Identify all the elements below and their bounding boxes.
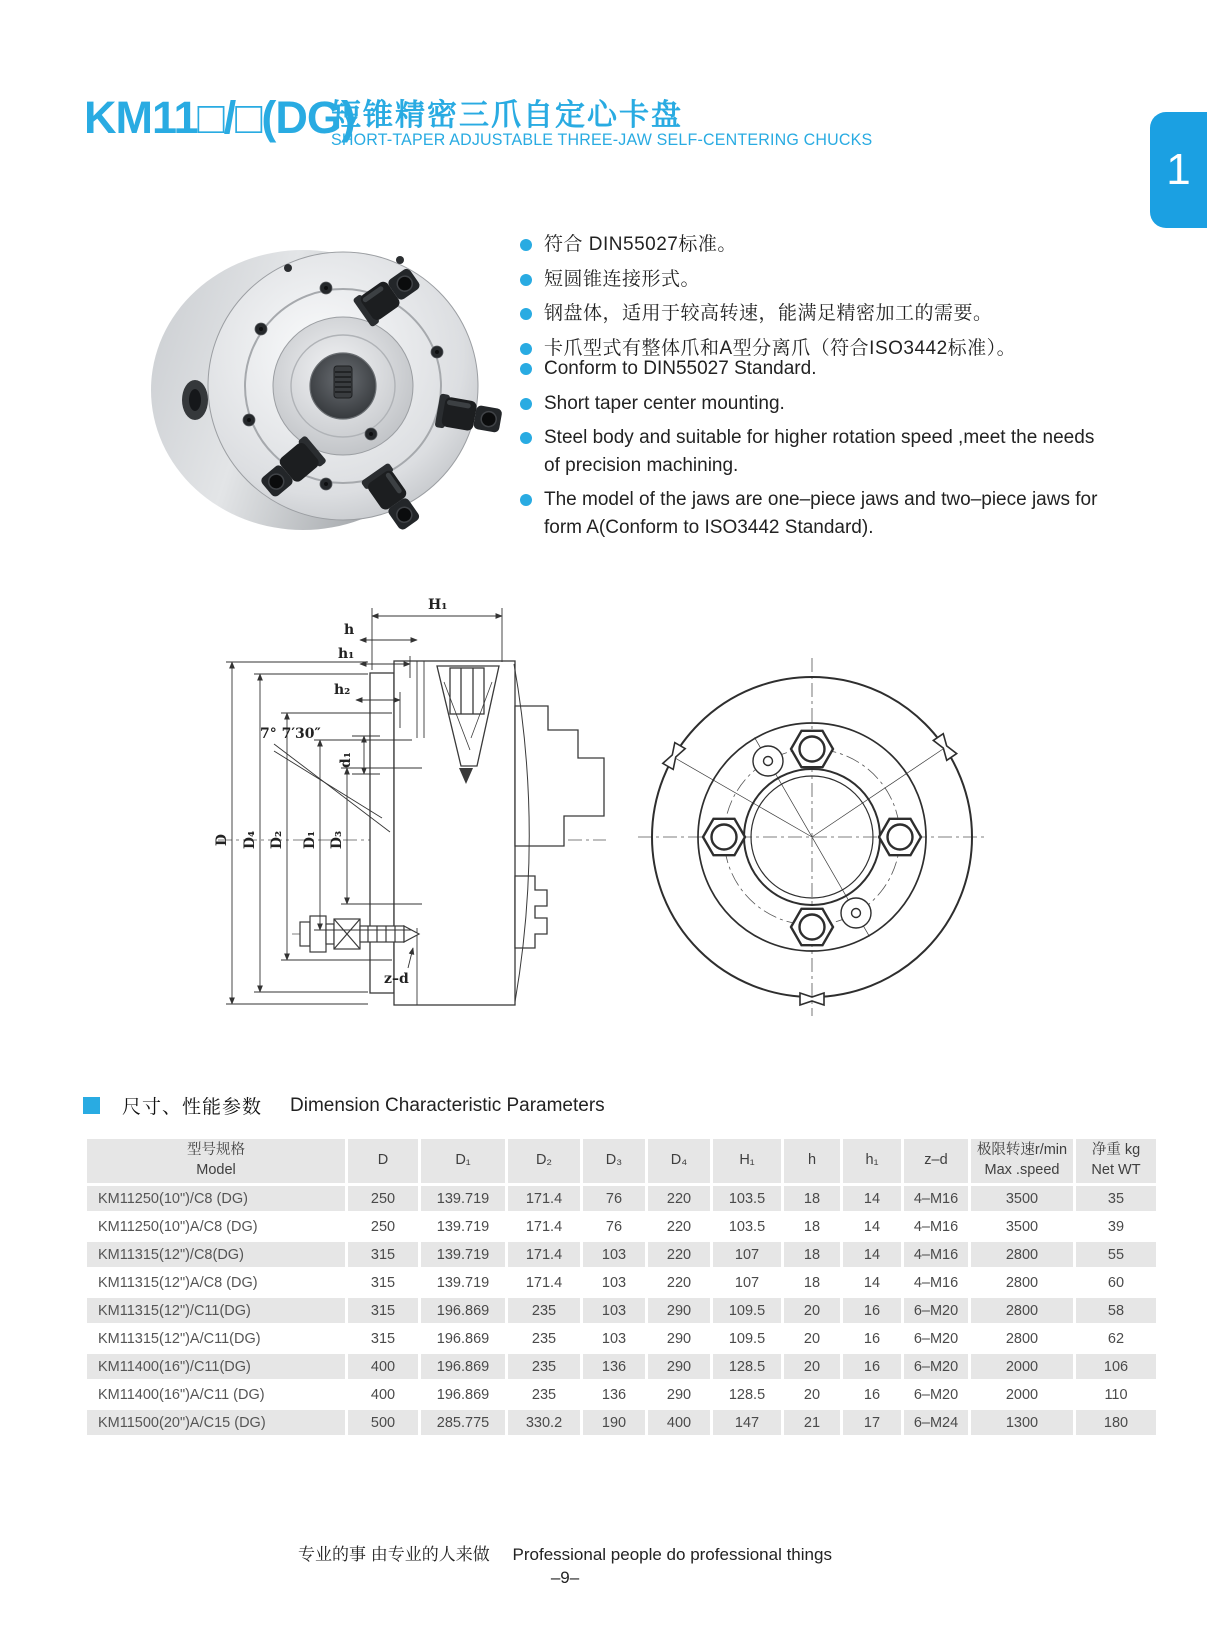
dim-label-H1: H₁ (428, 597, 448, 613)
table-cell: 103.5 (713, 1186, 781, 1211)
table-cell: 20 (784, 1326, 840, 1351)
col-header-weight (1076, 1139, 1156, 1183)
table-cell: 1300 (971, 1410, 1073, 1435)
chapter-number: 1 (1166, 145, 1191, 194)
footer-slogan-cn: 专业的事 由专业的人来做 (298, 1545, 490, 1564)
table-cell: 6–M20 (904, 1326, 968, 1351)
dimension-parameters-table (84, 1136, 1159, 1438)
model-cell: KM11250(10")A/C8 (DG) (87, 1214, 345, 1239)
table-cell: 35 (1076, 1186, 1156, 1211)
table-cell: 171.4 (508, 1214, 580, 1239)
table-cell: 250 (348, 1214, 418, 1239)
table-cell: 235 (508, 1298, 580, 1323)
table-cell: 2000 (971, 1382, 1073, 1407)
table-cell: 16 (843, 1326, 901, 1351)
table-cell: 3500 (971, 1214, 1073, 1239)
col-header-h: h (784, 1139, 840, 1183)
table-cell: 250 (348, 1186, 418, 1211)
table-cell: 107 (713, 1270, 781, 1295)
table-cell: 315 (348, 1270, 418, 1295)
table-cell: 196.869 (421, 1382, 505, 1407)
model-cell: KM11400(16")A/C11 (DG) (87, 1382, 345, 1407)
table-cell: 171.4 (508, 1186, 580, 1211)
dim-label-D3: D₃ (329, 830, 345, 850)
section-view-drawing (212, 578, 612, 1008)
table-cell: 14 (843, 1186, 901, 1211)
table-cell: 109.5 (713, 1326, 781, 1351)
table-cell: 60 (1076, 1270, 1156, 1295)
product-photo-chuck (138, 238, 510, 540)
col-header-H1: H₁ (713, 1139, 781, 1183)
table-cell: 17 (843, 1410, 901, 1435)
model-cell: KM11500(20")A/C15 (DG) (87, 1410, 345, 1435)
model-cell: KM11315(12")A/C11(DG) (87, 1326, 345, 1351)
feature-item (520, 231, 1120, 259)
table-cell: 76 (583, 1214, 645, 1239)
table-cell: 190 (583, 1410, 645, 1435)
table-cell: 16 (843, 1354, 901, 1379)
dim-label-angle: 7° 7′30″ (260, 726, 321, 742)
feature-list-english (520, 355, 1105, 548)
table-cell: 18 (784, 1270, 840, 1295)
table-cell: 235 (508, 1326, 580, 1351)
table-cell: 4–M16 (904, 1186, 968, 1211)
col-header-D2: D₂ (508, 1139, 580, 1183)
model-cell: KM11250(10")/C8 (DG) (87, 1186, 345, 1211)
model-cell: KM11315(12")/C11(DG) (87, 1298, 345, 1323)
table-cell: 109.5 (713, 1298, 781, 1323)
table-cell: 14 (843, 1242, 901, 1267)
feature-text: 短圆锥连接形式。 (544, 268, 701, 290)
table-cell: 290 (648, 1298, 710, 1323)
dim-label-zd: z–d (384, 971, 409, 987)
table-row (87, 1354, 1156, 1379)
table-cell: 6–M20 (904, 1354, 968, 1379)
table-cell: 139.719 (421, 1242, 505, 1267)
dim-label-D: D (214, 833, 230, 847)
table-cell: 18 (784, 1186, 840, 1211)
table-cell: 6–M24 (904, 1410, 968, 1435)
table-row (87, 1298, 1156, 1323)
table-cell: 139.719 (421, 1214, 505, 1239)
table-cell: 128.5 (713, 1354, 781, 1379)
table-cell: 58 (1076, 1298, 1156, 1323)
table-cell: 39 (1076, 1214, 1156, 1239)
table-cell: 16 (843, 1382, 901, 1407)
footer-slogan (0, 1540, 1130, 1565)
table-cell: 4–M16 (904, 1270, 968, 1295)
table-cell: 106 (1076, 1354, 1156, 1379)
bullet-icon (520, 239, 532, 251)
table-cell: 171.4 (508, 1270, 580, 1295)
table-cell: 220 (648, 1270, 710, 1295)
table-cell: 235 (508, 1354, 580, 1379)
table-cell: 2800 (971, 1298, 1073, 1323)
table-cell: 6–M20 (904, 1382, 968, 1407)
dim-label-D1: D₁ (302, 830, 318, 850)
footer-slogan-en: Professional people do professional things (512, 1545, 832, 1564)
feature-text: 卡爪型式有整体爪和A型分离爪（符合ISO3442标准）。 (544, 337, 1017, 359)
feature-text: Short taper center mounting. (544, 392, 785, 414)
page-title-chinese: 短锥精密三爪自定心卡盘 (331, 99, 683, 132)
dim-label-h1: h₁ (338, 646, 355, 662)
table-row (87, 1186, 1156, 1211)
feature-text: 符合 DIN55027标准。 (544, 234, 737, 255)
table-body (87, 1186, 1156, 1435)
table-cell: 147 (713, 1410, 781, 1435)
table-cell: 16 (843, 1298, 901, 1323)
table-cell: 330.2 (508, 1410, 580, 1435)
table-cell: 6–M20 (904, 1298, 968, 1323)
table-cell: 21 (784, 1410, 840, 1435)
table-cell: 107 (713, 1242, 781, 1267)
col-header-speed (971, 1139, 1073, 1183)
table-cell: 18 (784, 1214, 840, 1239)
model-cell: KM11400(16")/C11(DG) (87, 1354, 345, 1379)
feature-item (520, 424, 1105, 479)
dim-label-D4: D₄ (242, 830, 258, 850)
table-cell: 171.4 (508, 1242, 580, 1267)
table-cell: 220 (648, 1242, 710, 1267)
table-cell: 103 (583, 1270, 645, 1295)
table-cell: 103 (583, 1298, 645, 1323)
table-cell: 136 (583, 1354, 645, 1379)
col-header-model-cn: 型号规格 (187, 1142, 245, 1159)
table-cell: 18 (784, 1242, 840, 1267)
table-cell: 235 (508, 1382, 580, 1407)
table-cell: 103.5 (713, 1214, 781, 1239)
col-header-D4: D₄ (648, 1139, 710, 1183)
col-header-model-en: Model (196, 1162, 236, 1178)
table-cell: 136 (583, 1382, 645, 1407)
table-cell: 315 (348, 1326, 418, 1351)
table-cell: 290 (648, 1326, 710, 1351)
feature-text: The model of the jaws are one–piece jaws and two–piece jaws for form A(Conform to ISO3442 Standard). (544, 489, 1098, 538)
section-heading (83, 1092, 605, 1119)
feature-text: 钢盘体，适用于较高转速，能满足精密加工的需要。 (544, 303, 993, 325)
table-cell: 20 (784, 1298, 840, 1323)
table-cell: 315 (348, 1242, 418, 1267)
feature-item (520, 390, 1105, 418)
col-header-D: D (348, 1139, 418, 1183)
table-row (87, 1214, 1156, 1239)
table-row (87, 1382, 1156, 1407)
col-header-weight-cn: 净重 kg (1091, 1142, 1141, 1159)
section-title-chinese: 尺寸、性能参数 (122, 1097, 263, 1118)
feature-text: Steel body and suitable for higher rotation speed ,meet the needs of precision machining. (544, 427, 1095, 476)
table-header-row (87, 1139, 1156, 1183)
feature-item (520, 266, 1120, 294)
feature-list-chinese (520, 231, 1120, 369)
feature-item (520, 486, 1105, 541)
table-cell: 2000 (971, 1354, 1073, 1379)
col-header-D1: D₁ (421, 1139, 505, 1183)
dim-label-d1: d₁ (338, 752, 354, 768)
col-header-model (87, 1139, 345, 1183)
feature-item (520, 300, 1120, 328)
table-cell: 4–M16 (904, 1214, 968, 1239)
bullet-icon (520, 343, 532, 355)
table-cell: 220 (648, 1214, 710, 1239)
table-cell: 76 (583, 1186, 645, 1211)
table-row (87, 1326, 1156, 1351)
table-cell: 103 (583, 1242, 645, 1267)
table-cell: 55 (1076, 1242, 1156, 1267)
table-cell: 285.775 (421, 1410, 505, 1435)
table-cell: 2800 (971, 1326, 1073, 1351)
table-cell: 180 (1076, 1410, 1156, 1435)
bullet-icon (520, 274, 532, 286)
model-cell: KM11315(12")A/C8 (DG) (87, 1270, 345, 1295)
feature-text: Conform to DIN55027 Standard. (544, 358, 817, 379)
col-header-zd: z–d (904, 1139, 968, 1183)
table-cell: 128.5 (713, 1382, 781, 1407)
page-title-model-code: KM11□/□(DG) (84, 92, 355, 143)
model-cell: KM11315(12")/C8(DG) (87, 1242, 345, 1267)
dim-label-D2: D₂ (269, 830, 285, 850)
table-cell: 290 (648, 1382, 710, 1407)
table-cell: 103 (583, 1326, 645, 1351)
jaw-notches (663, 734, 957, 1005)
dim-label-h2: h₂ (334, 682, 351, 698)
bullet-icon (520, 398, 532, 410)
page-number: –9– (550, 1568, 580, 1587)
table-cell: 62 (1076, 1326, 1156, 1351)
table-cell: 290 (648, 1354, 710, 1379)
table-cell: 400 (348, 1354, 418, 1379)
bullet-icon (520, 308, 532, 320)
table-cell: 14 (843, 1214, 901, 1239)
table-cell: 2800 (971, 1242, 1073, 1267)
table-cell: 400 (348, 1382, 418, 1407)
col-header-D3: D₃ (583, 1139, 645, 1183)
col-header-speed-en: Max .speed (984, 1162, 1060, 1178)
front-view-drawing (630, 652, 995, 1022)
table-cell: 196.869 (421, 1298, 505, 1323)
table-cell: 14 (843, 1270, 901, 1295)
table-cell: 4–M16 (904, 1242, 968, 1267)
table-row (87, 1270, 1156, 1295)
table-cell: 196.869 (421, 1354, 505, 1379)
table-cell: 110 (1076, 1382, 1156, 1407)
chapter-tab (1150, 112, 1207, 228)
table-row (87, 1242, 1156, 1267)
bullet-icon (520, 432, 532, 444)
table-cell: 400 (648, 1410, 710, 1435)
table-row (87, 1410, 1156, 1435)
col-header-speed-cn: 极限转速r/min (976, 1142, 1068, 1159)
table-cell: 139.719 (421, 1186, 505, 1211)
page-title-english: SHORT-TAPER ADJUSTABLE THREE-JAW SELF-CENTERING CHUCKS (331, 131, 873, 149)
feature-item (520, 355, 1105, 383)
section-marker-icon (83, 1097, 100, 1114)
col-header-h1: h₁ (843, 1139, 901, 1183)
dim-label-h: h (344, 622, 355, 638)
table-cell: 500 (348, 1410, 418, 1435)
table-cell: 220 (648, 1186, 710, 1211)
table-cell: 20 (784, 1382, 840, 1407)
table-cell: 139.719 (421, 1270, 505, 1295)
section-title-english: Dimension Characteristic Parameters (290, 1094, 605, 1116)
table-cell: 2800 (971, 1270, 1073, 1295)
table-cell: 3500 (971, 1186, 1073, 1211)
table-cell: 315 (348, 1298, 418, 1323)
bullet-icon (520, 494, 532, 506)
bullet-icon (520, 363, 532, 375)
col-header-weight-en: Net WT (1091, 1162, 1141, 1178)
table-cell: 196.869 (421, 1326, 505, 1351)
table-cell: 20 (784, 1354, 840, 1379)
